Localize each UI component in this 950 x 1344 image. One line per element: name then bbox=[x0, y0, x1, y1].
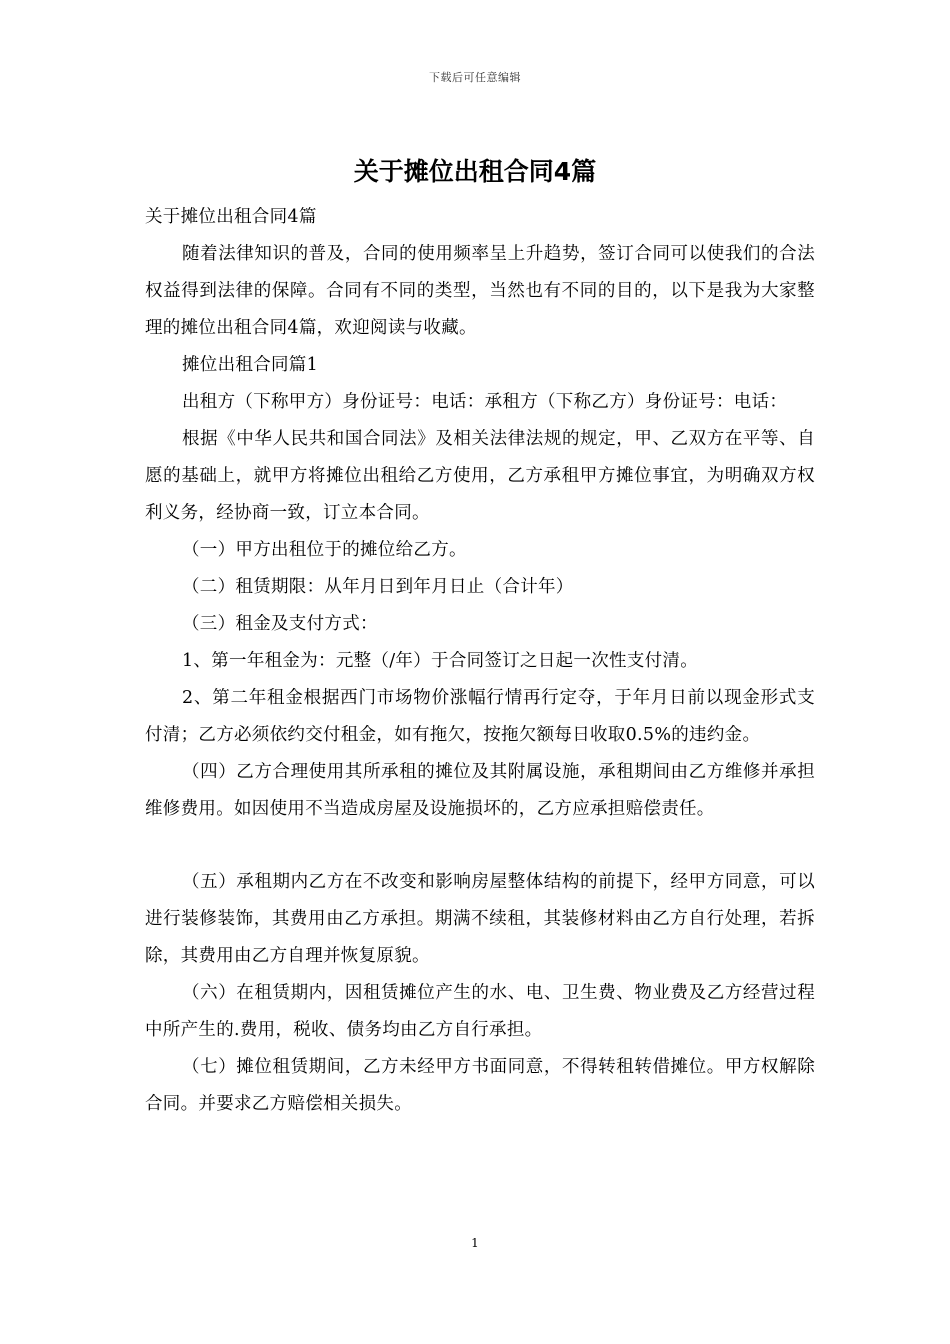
blank-line bbox=[145, 828, 815, 864]
clause-3-item-2: 2、第二年租金根据西门市场物价涨幅行情再行定夺，于年月日前以现金形式支付清；乙方必须依约交付租金，如有拖欠，按拖欠额每日收取0.5%的违约金。 bbox=[145, 688, 815, 745]
paragraph-parties: 出租方（下称甲方）身份证号：电话：承租方（下称乙方）身份证号：电话： bbox=[182, 392, 788, 412]
clause-3: （三）租金及支付方式： bbox=[182, 614, 378, 634]
clause-1: （一）甲方出租位于的摊位给乙方。 bbox=[182, 540, 467, 560]
clause-2: （二）租赁期限：从年月日到年月日止（合计年） bbox=[182, 577, 574, 597]
clause-3-item-1: 1、第一年租金为：元整（/年）于合同签订之日起一次性支付清。 bbox=[182, 651, 699, 671]
clause-4: （四）乙方合理使用其所承租的摊位及其附属设施，承租期间由乙方维修并承担维修费用。如因使用不当造成房屋及设施损坏的，乙方应承担赔偿责任。 bbox=[145, 762, 815, 819]
page-header: 下载后可任意编辑 bbox=[429, 71, 521, 84]
page-number: 1 bbox=[471, 1236, 479, 1250]
paragraph-basis: 根据《中华人民共和国合同法》及相关法律法规的规定，甲、乙双方在平等、自愿的基础上，就甲方将摊位出租给乙方使用，乙方承租甲方摊位事宜，为明确双方权利义务，经协商一致，订立本合同。 bbox=[145, 429, 815, 523]
section-heading: 摊位出租合同篇1 bbox=[182, 355, 319, 375]
document-title: 关于摊位出租合同4篇 bbox=[353, 157, 597, 186]
subtitle-line: 关于摊位出租合同4篇 bbox=[145, 207, 317, 227]
clause-6: （六）在租赁期内，因租赁摊位产生的水、电、卫生费、物业费及乙方经营过程中所产生的.费用，税收、债务均由乙方自行承担。 bbox=[145, 983, 815, 1040]
clause-5: （五）承租期内乙方在不改变和影响房屋整体结构的前提下，经甲方同意，可以进行装修装饰，其费用由乙方承担。期满不续租，其装修材料由乙方自行处理，若拆除，其费用由乙方自理并恢复原貌。 bbox=[145, 872, 815, 966]
document-body bbox=[145, 199, 815, 1123]
paragraph-intro: 随着法律知识的普及，合同的使用频率呈上升趋势，签订合同可以使我们的合法权益得到法律的保障。合同有不同的类型，当然也有不同的目的，以下是我为大家整理的摊位出租合同4篇，欢迎阅读与收藏。 bbox=[145, 244, 815, 338]
clause-7: （七）摊位租赁期间，乙方未经甲方书面同意，不得转租转借摊位。甲方权解除合同。并要求乙方赔偿相关损失。 bbox=[145, 1057, 815, 1114]
